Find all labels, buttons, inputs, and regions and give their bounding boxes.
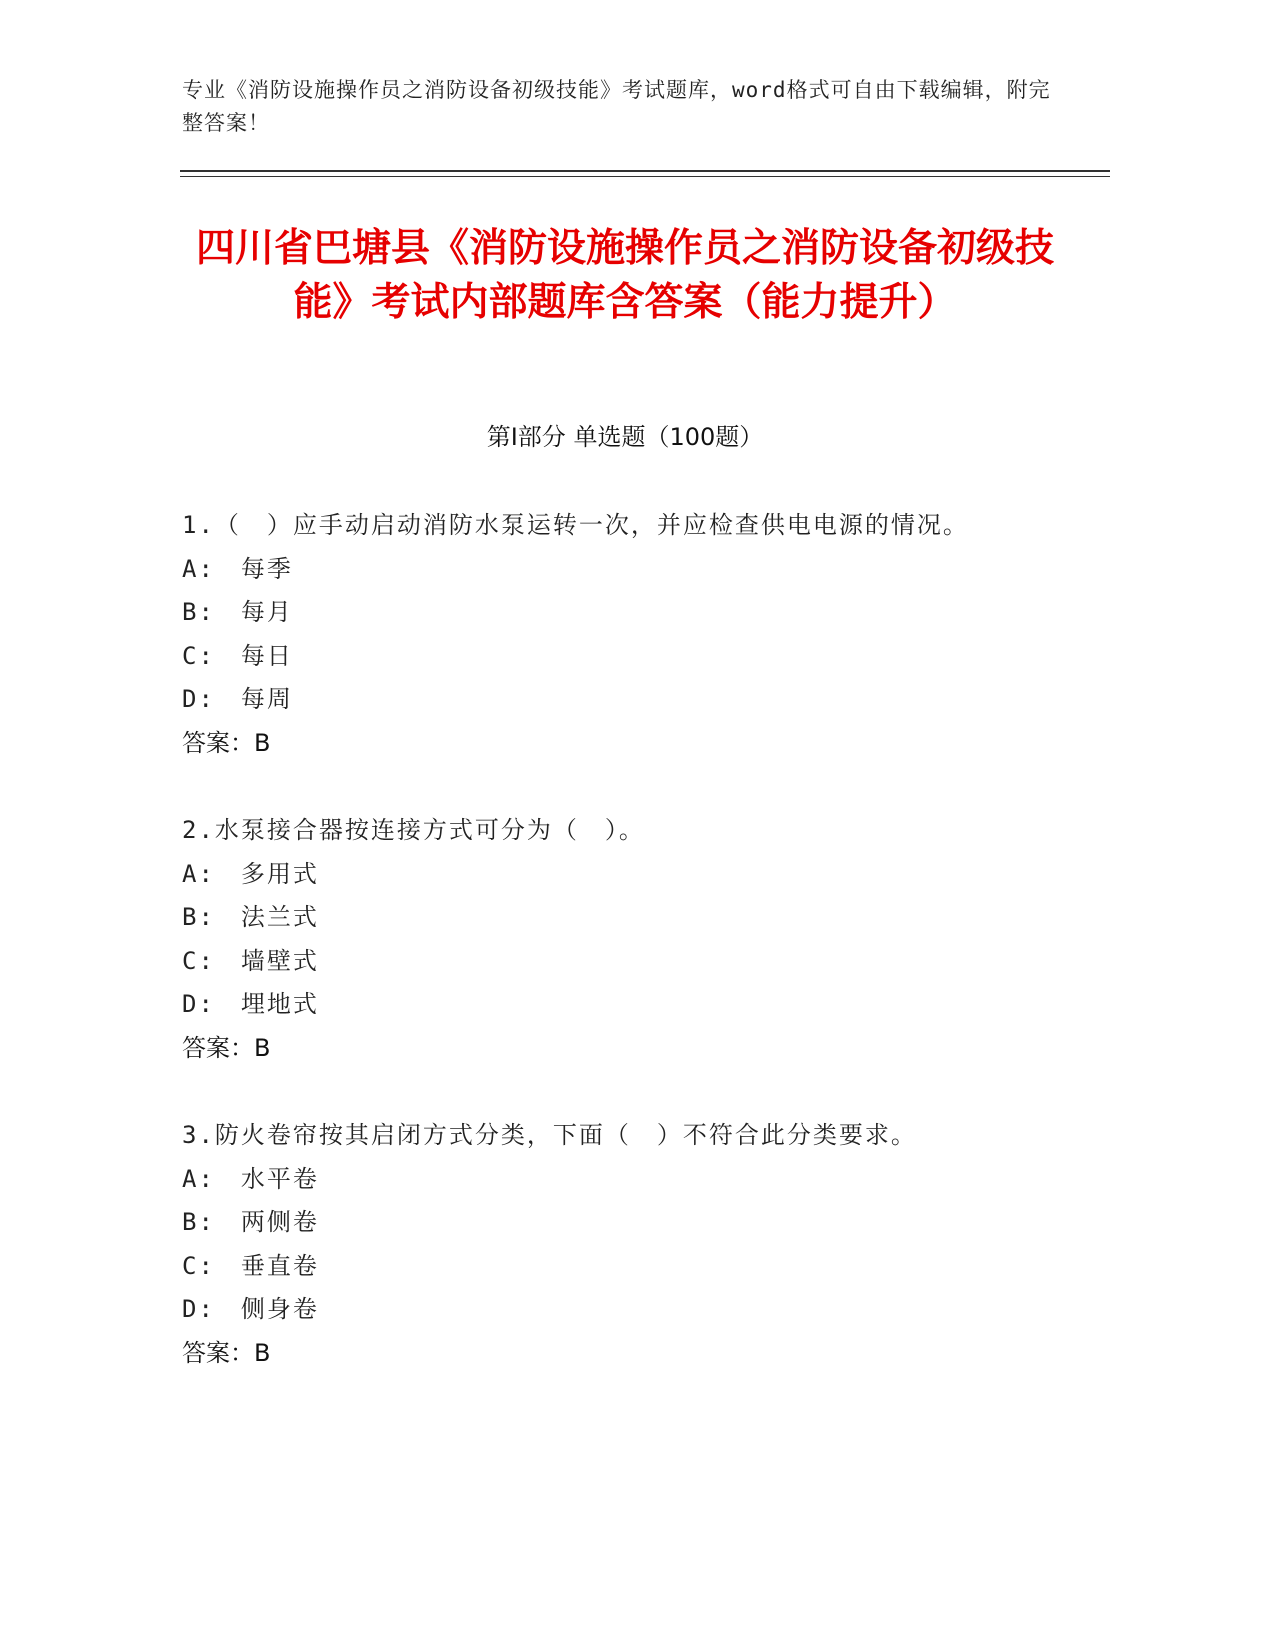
answer-line: 答案：B bbox=[182, 1033, 271, 1062]
header-divider-thick bbox=[180, 170, 1110, 172]
answer-line: 答案：B bbox=[182, 1338, 271, 1367]
document-title: 四川省巴塘县《消防设施操作员之消防设备初级技能》考试内部题库含答案（能力提升） bbox=[195, 226, 1054, 325]
option-a: A: 每季 bbox=[182, 554, 293, 583]
option-d: D: 每周 bbox=[182, 685, 293, 713]
option-b: B: 两侧卷 bbox=[182, 1208, 319, 1236]
question-item bbox=[182, 813, 1082, 1065]
option-d: D: 埋地式 bbox=[182, 990, 319, 1018]
question-stem: 3.防火卷帘按其启闭方式分类，下面（ ）不符合此分类要求。 bbox=[182, 1121, 917, 1149]
header-note: 专业《消防设施操作员之消防设备初级技能》考试题库，word格式可自由下载编辑，附完整答案！ bbox=[182, 78, 1051, 135]
option-a: A: 多用式 bbox=[182, 859, 319, 888]
option-c: C: 墙壁式 bbox=[182, 946, 319, 975]
option-a: A: 水平卷 bbox=[182, 1164, 319, 1193]
answer-line: 答案：B bbox=[182, 728, 271, 757]
section-heading: 第Ⅰ部分 单选题（100题） bbox=[486, 423, 764, 451]
question-stem: 1.（ ）应手动启动消防水泵运转一次，并应检查供电电源的情况。 bbox=[182, 511, 969, 539]
option-c: C: 每日 bbox=[182, 641, 293, 670]
header-divider-thin bbox=[180, 176, 1110, 177]
option-b: B: 每月 bbox=[182, 598, 293, 626]
question-item bbox=[182, 1118, 1082, 1370]
question-item bbox=[182, 508, 1082, 760]
option-d: D: 侧身卷 bbox=[182, 1295, 319, 1323]
option-b: B: 法兰式 bbox=[182, 903, 319, 931]
option-c: C: 垂直卷 bbox=[182, 1251, 319, 1280]
question-stem: 2.水泵接合器按连接方式可分为（ ）。 bbox=[182, 816, 645, 844]
